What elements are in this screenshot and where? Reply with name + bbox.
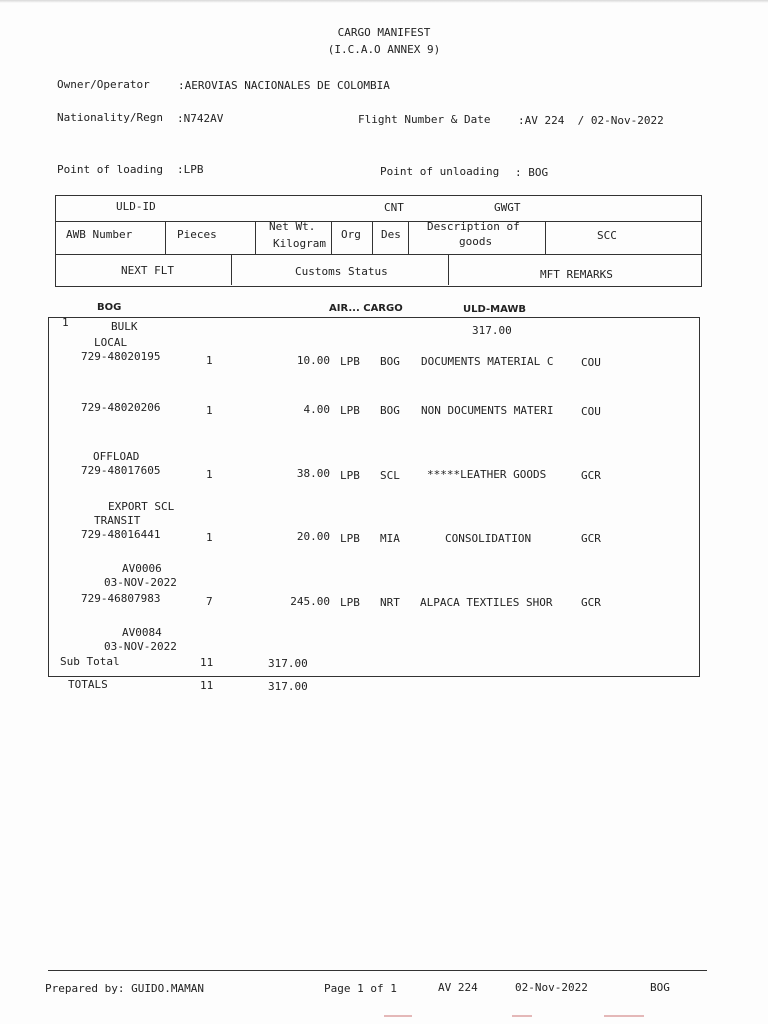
next-flight-date: 03-NOV-2022: [104, 640, 177, 653]
awb-number: 729-48017605: [81, 464, 161, 477]
subtotal-pieces: 11: [200, 656, 214, 669]
mft-remarks-header: MFT REMARKS: [540, 268, 613, 281]
row-label: OFFLOAD: [93, 450, 140, 463]
subtotal-weight: 317.00: [268, 657, 308, 670]
air-cargo-heading: AIR... CARGO: [329, 303, 403, 314]
scc-header: SCC: [597, 229, 617, 242]
description-header: Description of: [427, 220, 520, 233]
origin-value: LPB: [340, 355, 360, 368]
row-label: LOCAL: [94, 336, 128, 349]
pieces-value: 1: [206, 468, 213, 481]
destination-value: BOG: [380, 404, 400, 417]
goods-description: NON DOCUMENTS MATERI: [421, 404, 554, 417]
net-weight-header: Net Wt.: [269, 220, 316, 233]
document-subtitle: (I.C.A.O ANNEX 9): [327, 43, 441, 56]
uld-type: BULK: [111, 320, 138, 333]
document-title: CARGO MANIFEST: [337, 26, 431, 39]
awb-number: 729-46807983: [81, 592, 161, 605]
pieces-value: 1: [206, 354, 213, 367]
scan-mark: [512, 1015, 532, 1017]
uld-id-header: ULD-ID: [116, 200, 156, 213]
goods-description: *****LEATHER GOODS: [427, 468, 547, 481]
box-divider: [372, 221, 373, 254]
weight-value: 20.00: [296, 530, 330, 543]
box-divider: [231, 254, 232, 285]
uld-index: 1: [62, 316, 69, 329]
goods-description: DOCUMENTS MATERIAL C: [421, 355, 554, 368]
pieces-header: Pieces: [177, 228, 217, 241]
origin-value: LPB: [340, 532, 360, 545]
scc-value: GCR: [581, 469, 601, 482]
footer-station: BOG: [650, 981, 670, 994]
nationality-value: :N742AV: [177, 112, 224, 125]
body-bottom-line: [48, 676, 700, 677]
subtotal-label: Sub Total: [60, 655, 120, 668]
destination-value: SCL: [380, 469, 400, 482]
body-top-line: [48, 317, 700, 318]
awb-number-header: AWB Number: [66, 228, 133, 241]
prepared-by: Prepared by: GUIDO.MAMAN: [45, 982, 204, 995]
weight-value: 10.00: [296, 354, 330, 367]
cnt-header: CNT: [384, 201, 404, 214]
destination-value: MIA: [380, 532, 400, 545]
footer-flight: AV 224: [438, 981, 478, 994]
owner-label: Owner/Operator: [57, 78, 150, 91]
next-flight-label: AV0084: [122, 626, 162, 639]
box-divider: [331, 221, 332, 254]
origin-value: LPB: [340, 596, 360, 609]
pieces-value: 7: [206, 595, 213, 608]
des-header: Des: [381, 228, 401, 241]
scc-value: COU: [581, 405, 601, 418]
net-weight-unit-header: Kilogram: [273, 237, 326, 250]
unloading-value: : BOG: [515, 166, 549, 179]
box-divider: [255, 221, 256, 254]
destination-value: BOG: [380, 355, 400, 368]
scc-value: GCR: [581, 596, 601, 609]
box-divider: [448, 254, 449, 285]
pieces-value: 1: [206, 404, 213, 417]
row-label: EXPORT SCL: [108, 500, 175, 513]
scan-mark: [384, 1015, 412, 1017]
gwgt-header: GWGT: [494, 201, 521, 214]
flight-label: Flight Number & Date: [358, 113, 491, 126]
footer-date: 02-Nov-2022: [515, 981, 588, 994]
flight-value: :AV 224 / 02-Nov-2022: [518, 114, 664, 127]
owner-value: :AEROVIAS NACIONALES DE COLOMBIA: [178, 79, 390, 92]
loading-label: Point of loading: [57, 163, 163, 176]
page-number: Page 1 of 1: [324, 982, 397, 995]
next-flt-header: NEXT FLT: [121, 264, 174, 277]
box-divider: [408, 221, 409, 254]
weight-value: 245.00: [290, 595, 330, 608]
org-header: Org: [341, 228, 361, 241]
box-divider: [165, 221, 166, 254]
uld-mawb-heading: ULD-MAWB: [463, 304, 527, 315]
destination-value: NRT: [380, 596, 400, 609]
totals-pieces: 11: [200, 679, 214, 692]
description-header-goods: goods: [459, 235, 493, 248]
weight-value: 38.00: [296, 467, 330, 480]
footer-rule: [48, 970, 707, 971]
customs-status-header: Customs Status: [295, 265, 388, 278]
unloading-label: Point of unloading: [380, 165, 500, 178]
box-divider: [55, 254, 701, 255]
goods-description: CONSOLIDATION: [445, 532, 532, 545]
box-divider: [545, 221, 546, 254]
body-left-line: [48, 317, 49, 676]
scan-edge: [0, 0, 768, 3]
scc-value: COU: [581, 356, 601, 369]
station-heading: BOG: [97, 302, 122, 313]
row-sublabel: TRANSIT: [94, 514, 141, 527]
scc-value: GCR: [581, 532, 601, 545]
pieces-value: 1: [206, 531, 213, 544]
goods-description: ALPACA TEXTILES SHOR: [420, 596, 553, 609]
loading-value: :LPB: [177, 163, 204, 176]
totals-label: TOTALS: [68, 678, 108, 691]
row-label: AV0006: [122, 562, 162, 575]
awb-number: 729-48020206: [81, 401, 161, 414]
origin-value: LPB: [340, 404, 360, 417]
awb-number: 729-48020195: [81, 350, 161, 363]
row-sublabel: 03-NOV-2022: [104, 576, 177, 589]
weight-value: 4.00: [303, 403, 330, 416]
box-divider: [55, 221, 701, 222]
nationality-label: Nationality/Regn: [57, 111, 163, 124]
scan-mark: [604, 1015, 644, 1017]
awb-number: 729-48016441: [81, 528, 161, 541]
uld-weight: 317.00: [472, 324, 512, 337]
totals-weight: 317.00: [268, 680, 308, 693]
body-right-line: [699, 317, 700, 677]
origin-value: LPB: [340, 469, 360, 482]
